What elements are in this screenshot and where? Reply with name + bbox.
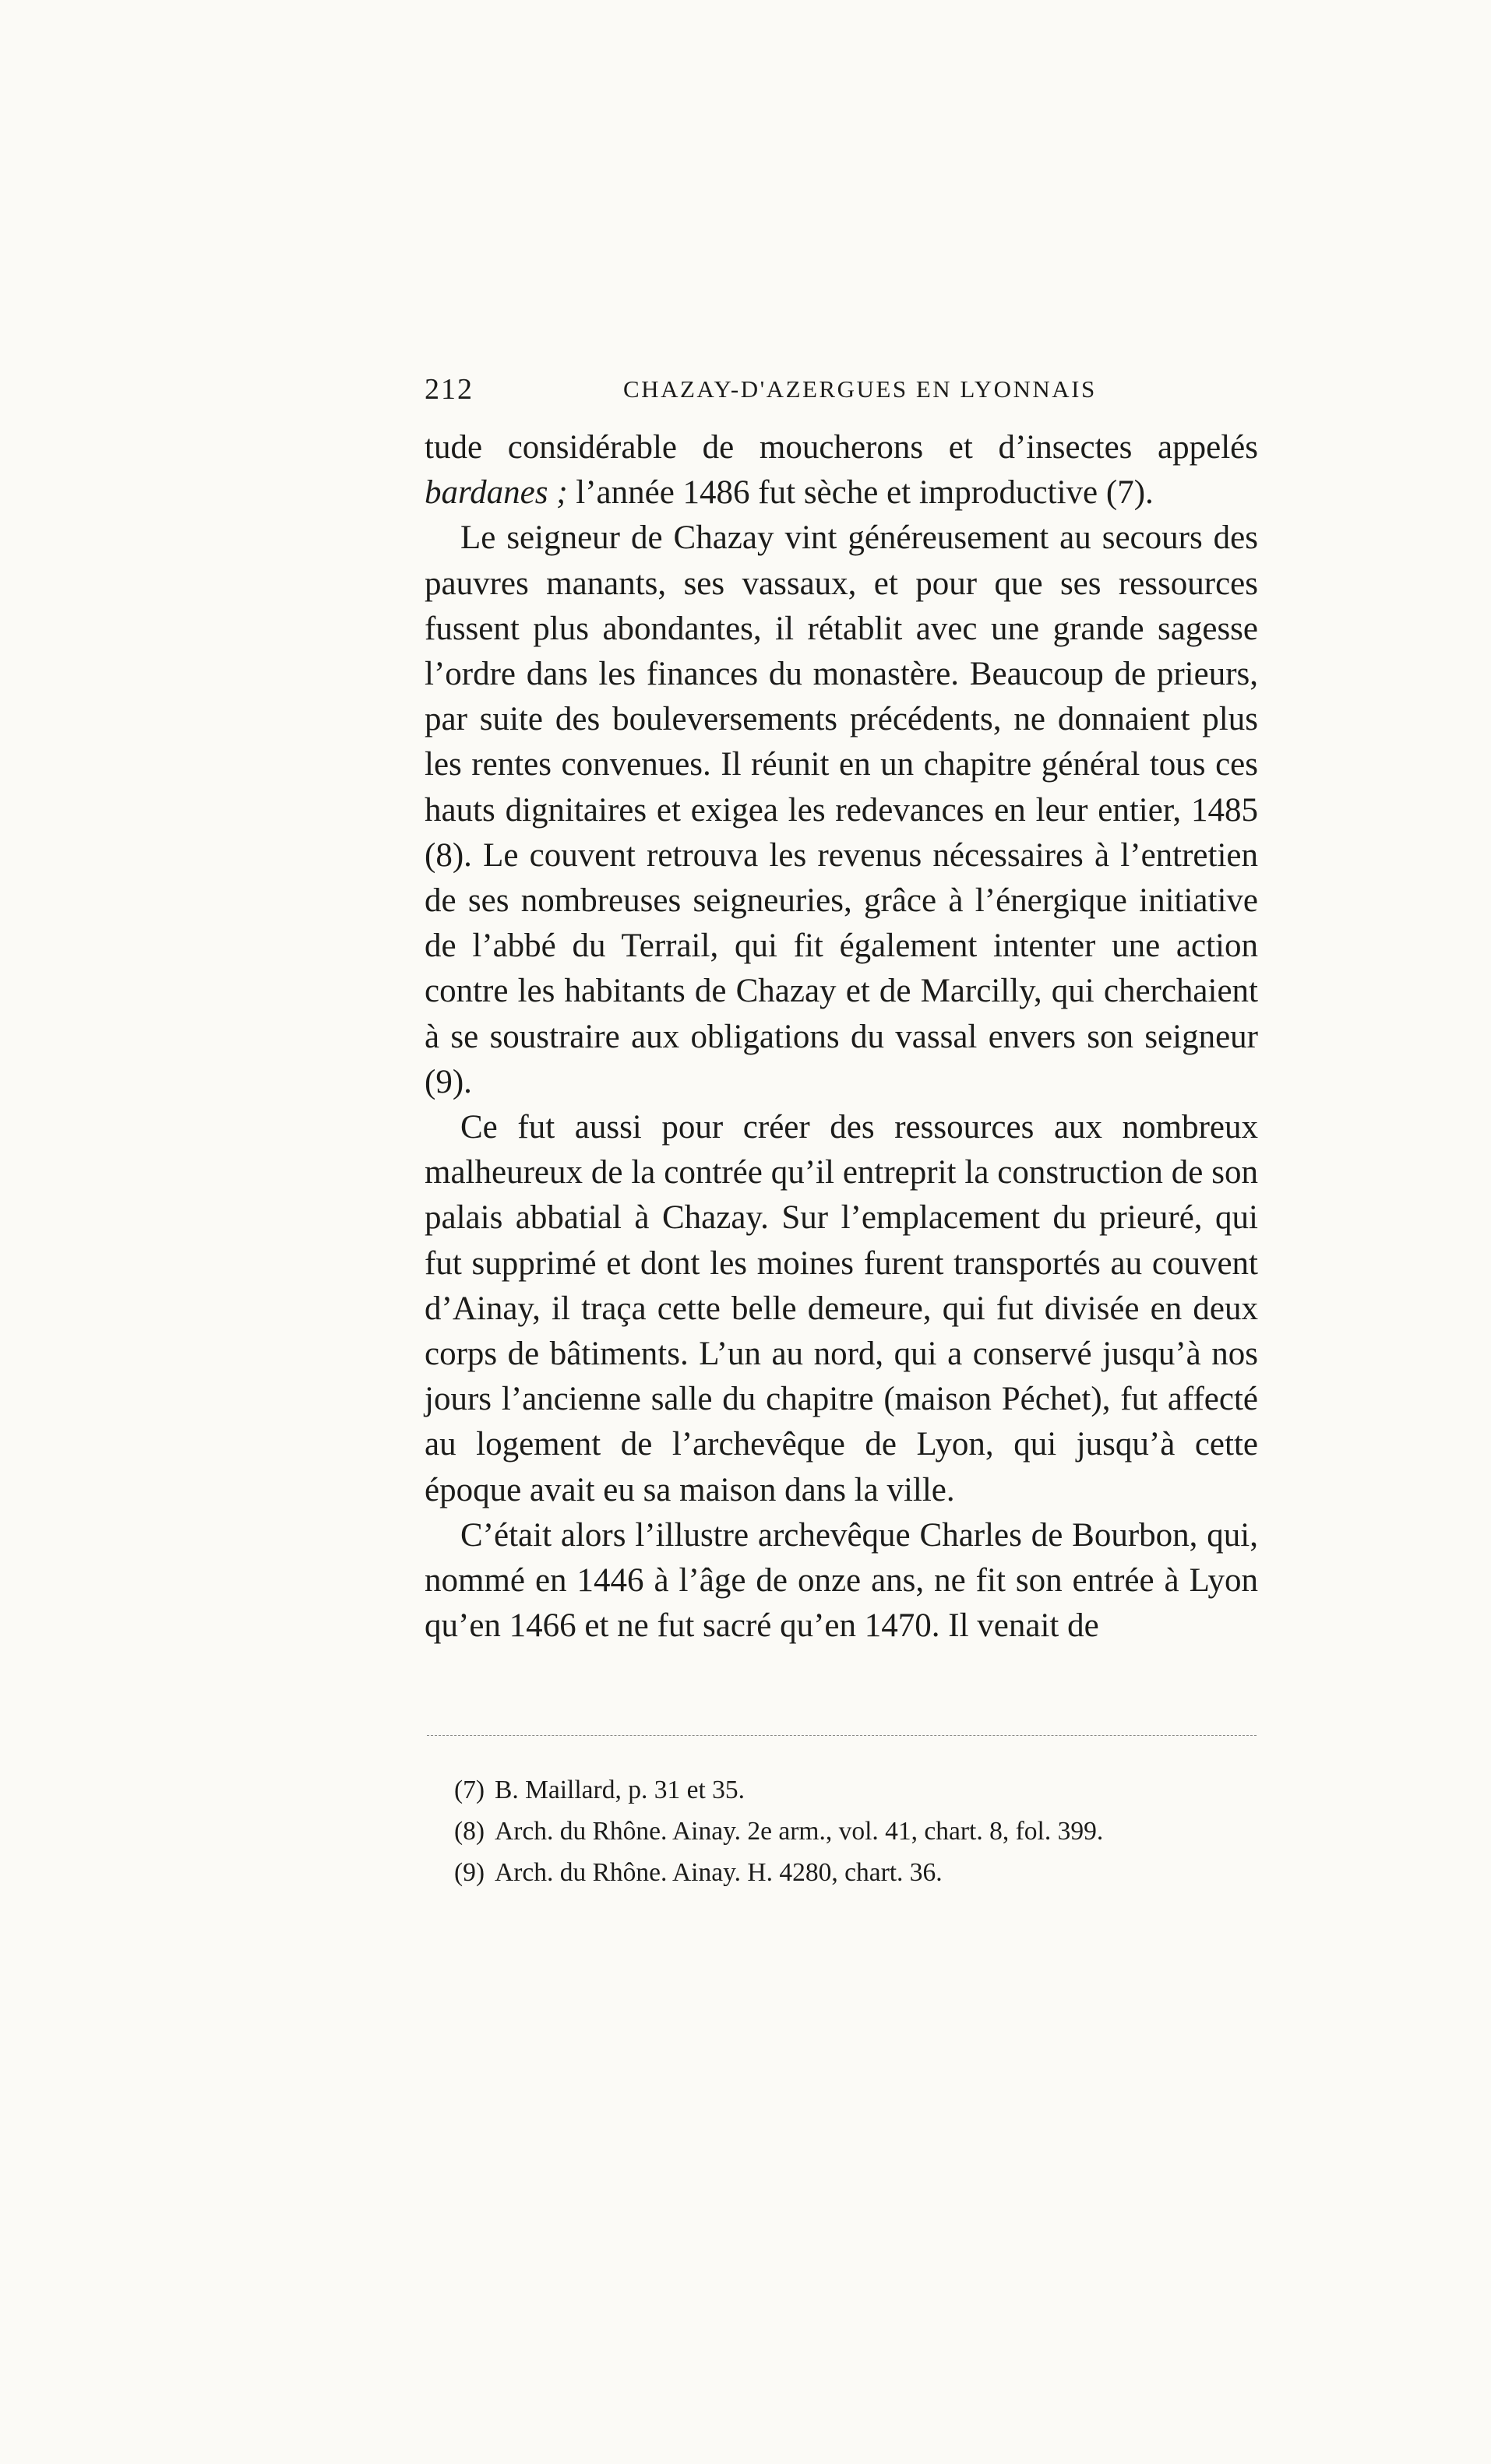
footnote-number: (8) [454,1817,485,1846]
text-segment: C’était alors l’illustre archevêque Charles de Bourbon, qui, nommé en 1446 à l’âge de onze ans, ne fit son entrée à Lyon qu’en 1466 et ne fut sacré qu’en 1470. Il venait de [425,1516,1258,1645]
italic-term: bardanes ; [425,474,568,512]
footnote-text: Arch. du Rhône. Ainay. 2e arm., vol. 41, chart. 8, fol. 399. [495,1817,1104,1846]
footnote-number: (7) [454,1776,485,1804]
footnote-number: (9) [454,1858,485,1887]
footnote [454,1769,1257,1811]
text-segment: Ce fut aussi pour créer des ressources aux nombreux malheureux de la contrée qu’il entreprit la construction de son palais abbatial à Chazay. Sur l’emplacement du prieuré, qui fut supprimé et dont les moines furent transportés au couvent d’Ainay, il traça cette belle demeure, qui fut divisée en deux corps de bâtiments. L’un au nord, qui a conservé jusqu’à nos jours l’ancienne salle du chapitre (maison Péchet), fut affecté au logement de l’archevêque de Lyon, qui jusqu’à cette époque avait eu sa maison dans la ville. [425,1109,1258,1508]
footnote [454,1811,1257,1852]
footnote [454,1852,1257,1893]
footnote-text: B. Maillard, p. 31 et 35. [495,1776,745,1804]
running-head: CHAZAY-D'AZERGUES EN LYONNAIS [623,375,1097,403]
footnote-divider [427,1735,1257,1736]
paragraph-continued [425,425,1258,516]
paragraph [425,1513,1258,1649]
text-segment: Le seigneur de Chazay vint généreusement au secours des pauvres manants, ses vassaux, et pour que ses ressources fussent plus abondantes, il rétablit avec une grande sagesse l’ordre dans les finances du monastère. Beaucoup de prieurs, par suite des bouleversements précédents, ne donnaient plus les rentes convenues. Il réunit en un chapitre général tous ces hauts dignitaires et exigea les redevances en leur entier, 1485 (8). Le couvent retrouva les revenus nécessaires à l’entretien de ses nombreuses seigneuries, grâce à l’énergique initiative de l’abbé du Terrail, qui fit également intenter une action contre les habitants de Chazay et de Marcilly, qui cherchaient à se soustraire aux obligations du vassal envers son seigneur (9). [425,519,1258,1100]
text-segment: tude considérable de moucherons et d’insectes appelés [425,429,1258,466]
text-segment: l’année 1486 fut sèche et improductive (7). [567,474,1154,512]
paragraph [425,516,1258,1105]
page-number: 212 [425,373,474,406]
page-header [425,372,1274,419]
paragraph [425,1105,1258,1513]
body-text [425,425,1258,1649]
footnotes [454,1769,1257,1893]
footnote-text: Arch. du Rhône. Ainay. H. 4280, chart. 36. [495,1858,943,1887]
